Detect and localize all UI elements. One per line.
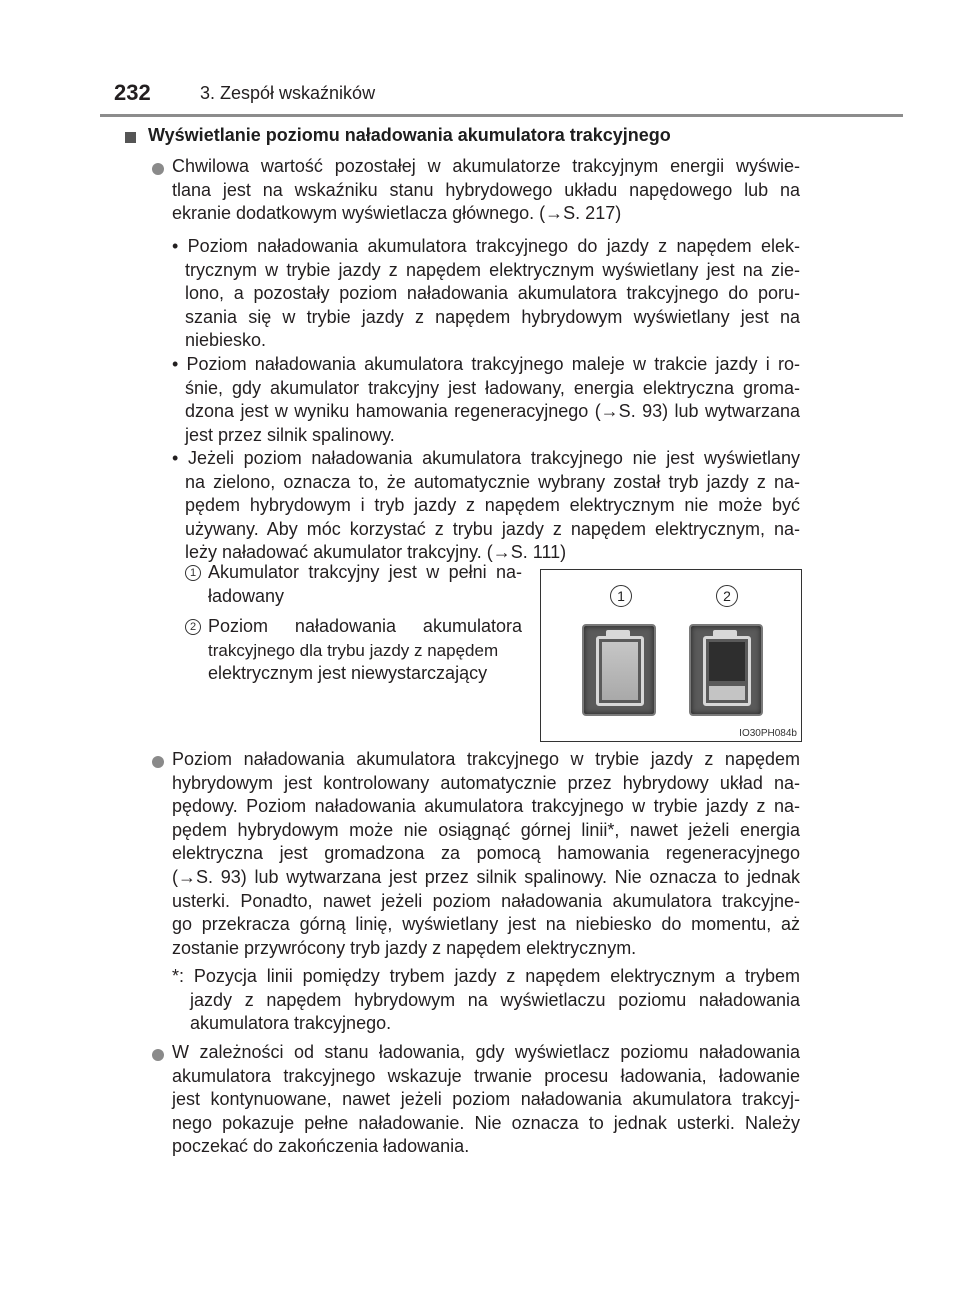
section-heading: Wyświetlanie poziomu naładowania akumulatora trakcyjnego: [148, 125, 671, 145]
text-line: jest kontynuowane, nawet jeżeli poziom naładowania akumulatora trakcyj-: [172, 1089, 800, 1110]
text-line: tlana jest na wskaźniku stanu hybrydowego układu napędowego lub na: [172, 179, 800, 200]
paragraph-hybrid-mode-level: [172, 748, 800, 960]
paragraph-instantaneous-value: [172, 155, 800, 226]
legend-item-insufficient: [208, 615, 522, 686]
text-line: • Poziom naładowania akumulatora trakcyjnego maleje w trakcie jazdy i ro-: [172, 354, 800, 374]
battery-full-icon: [582, 624, 656, 716]
text-line: szania się w trybie jazdy z napędem hybrydowym wyświetlany jest na: [185, 306, 800, 327]
footnote: [172, 965, 800, 1036]
text-line: ładowany: [208, 585, 285, 606]
text-line: Chwilowa wartość pozostałej w akumulatorze trakcyjnym energii wyświe-: [172, 156, 800, 176]
text-line: go przekracza górną linię, wyświetlany jest na niebiesko do momentu, aż: [172, 914, 800, 935]
text-line: Poziom naładowania akumulatora trakcyjnego w trybie jazdy z napędem: [172, 749, 800, 769]
text-line: usterki. Ponadto, nawet jeżeli poziom naładowania akumulatora trakcyjne-: [172, 890, 800, 911]
text-line: ekranie dodatkowym wyświetlacza głównego. (→S. 217): [172, 203, 622, 224]
battery-level-figure: [540, 569, 802, 742]
figure-label-2: 2: [716, 585, 738, 607]
paragraph-charging-state: [172, 1041, 800, 1159]
bullet-not-green: [172, 447, 800, 565]
header-divider: [100, 114, 903, 117]
circle-bullet-icon: [152, 163, 164, 175]
battery-low-reserve: [709, 686, 745, 700]
figure-label-1: 1: [610, 585, 632, 607]
text-line: • Jeżeli poziom naładowania akumulatora trakcyjnego nie jest wyświetlany: [172, 448, 800, 468]
text-line: pędem hybrydowym może nie osiągnąć górnej linii*, nawet jeżeli energia: [172, 819, 800, 840]
text-line: używany. Aby móc korzystać z trybu jazdy z napędem elektrycznym, na-: [185, 518, 800, 539]
text-line: nego pokazuje pełne naładowanie. Nie oznacza to jednak usterki. Należy: [172, 1112, 800, 1133]
text-line: trycznym w trybie jazdy z napędem elektrycznym wyświetlany jest na zie-: [185, 259, 800, 280]
text-line: dzona jest w wyniku hamowania regeneracyjnego (→S. 93) lub wytwarzana: [185, 401, 800, 422]
text-line: jest przez silnik spalinowy.: [185, 424, 395, 445]
chapter-title: 3. Zespół wskaźników: [200, 83, 376, 103]
legend-number-1: 1: [185, 565, 201, 581]
figure-code: IO30PH084b: [739, 728, 797, 739]
text-line: leży naładować akumulator trakcyjny. (→S. 111): [185, 542, 567, 563]
text-line: na zielono, oznacza to, że automatycznie wybrany został tryb jazdy z na-: [185, 471, 800, 492]
text-line: akumulatora trakcyjnego.: [190, 1013, 392, 1034]
text-line: niebiesko.: [185, 330, 267, 351]
text-line: jazdy z napędem hybrydowym na wyświetlaczu poziomu naładowania: [190, 989, 800, 1010]
circle-bullet-icon: [152, 1049, 164, 1061]
square-bullet-icon: [125, 132, 136, 143]
text-line: • Poziom naładowania akumulatora trakcyjnego do jazdy z napędem elek-: [172, 236, 800, 256]
text-line: zostanie przywrócony tryb jazdy z napędem elektrycznym.: [172, 937, 637, 958]
text-line: akumulatora trakcyjnego wskazuje trwanie procesu ładowania, ładowanie: [172, 1065, 800, 1086]
text-line: elektryczna jest gromadzona za pomocą hamowania regeneracyjnego: [172, 843, 800, 864]
legend-item-full: [208, 561, 522, 608]
text-line: elektrycznym jest niewystarczający: [208, 663, 488, 684]
battery-low-icon: [689, 624, 763, 716]
circle-bullet-icon: [152, 756, 164, 768]
text-line: Akumulator trakcyjny jest w pełni na-: [208, 562, 522, 582]
text-line: lono, a pozostały poziom naładowania akumulatora trakcyjnego do poru-: [185, 283, 800, 304]
legend-number-2: 2: [185, 619, 201, 635]
text-line: poczekać do zakończenia ładowania.: [172, 1136, 470, 1157]
text-line: Poziom naładowania akumulatora: [208, 616, 522, 636]
bullet-level-changes: [172, 353, 800, 447]
text-line: pędem hybrydowym i tryb jazdy z napędem elektrycznym nie może być: [185, 495, 800, 516]
text-line: hybrydowym jest kontrolowany automatycznie przez hybrydowy układ na-: [172, 772, 800, 793]
page-number: 232: [114, 80, 151, 105]
text-line: trakcyjnego dla trybu jazdy z napędem: [208, 640, 499, 660]
bullet-ev-mode-display: [172, 235, 800, 353]
text-line: W zależności od stanu ładowania, gdy wyświetlacz poziomu naładowania: [172, 1042, 800, 1062]
text-line: *: Pozycja linii pomiędzy trybem jazdy z napędem elektrycznym a trybem: [172, 966, 800, 986]
text-line: pędowy. Poziom naładowania akumulatora trakcyjnego w trybie jazdy z na-: [172, 796, 800, 817]
battery-low-fill: [709, 642, 745, 681]
battery-full-fill: [602, 642, 638, 700]
text-line: (→S. 93) lub wytwarzana jest przez silnik spalinowy. Nie oznacza to jednak: [172, 866, 800, 887]
text-line: śnie, gdy akumulator trakcyjny jest ładowany, energia elektryczna groma-: [185, 377, 800, 398]
